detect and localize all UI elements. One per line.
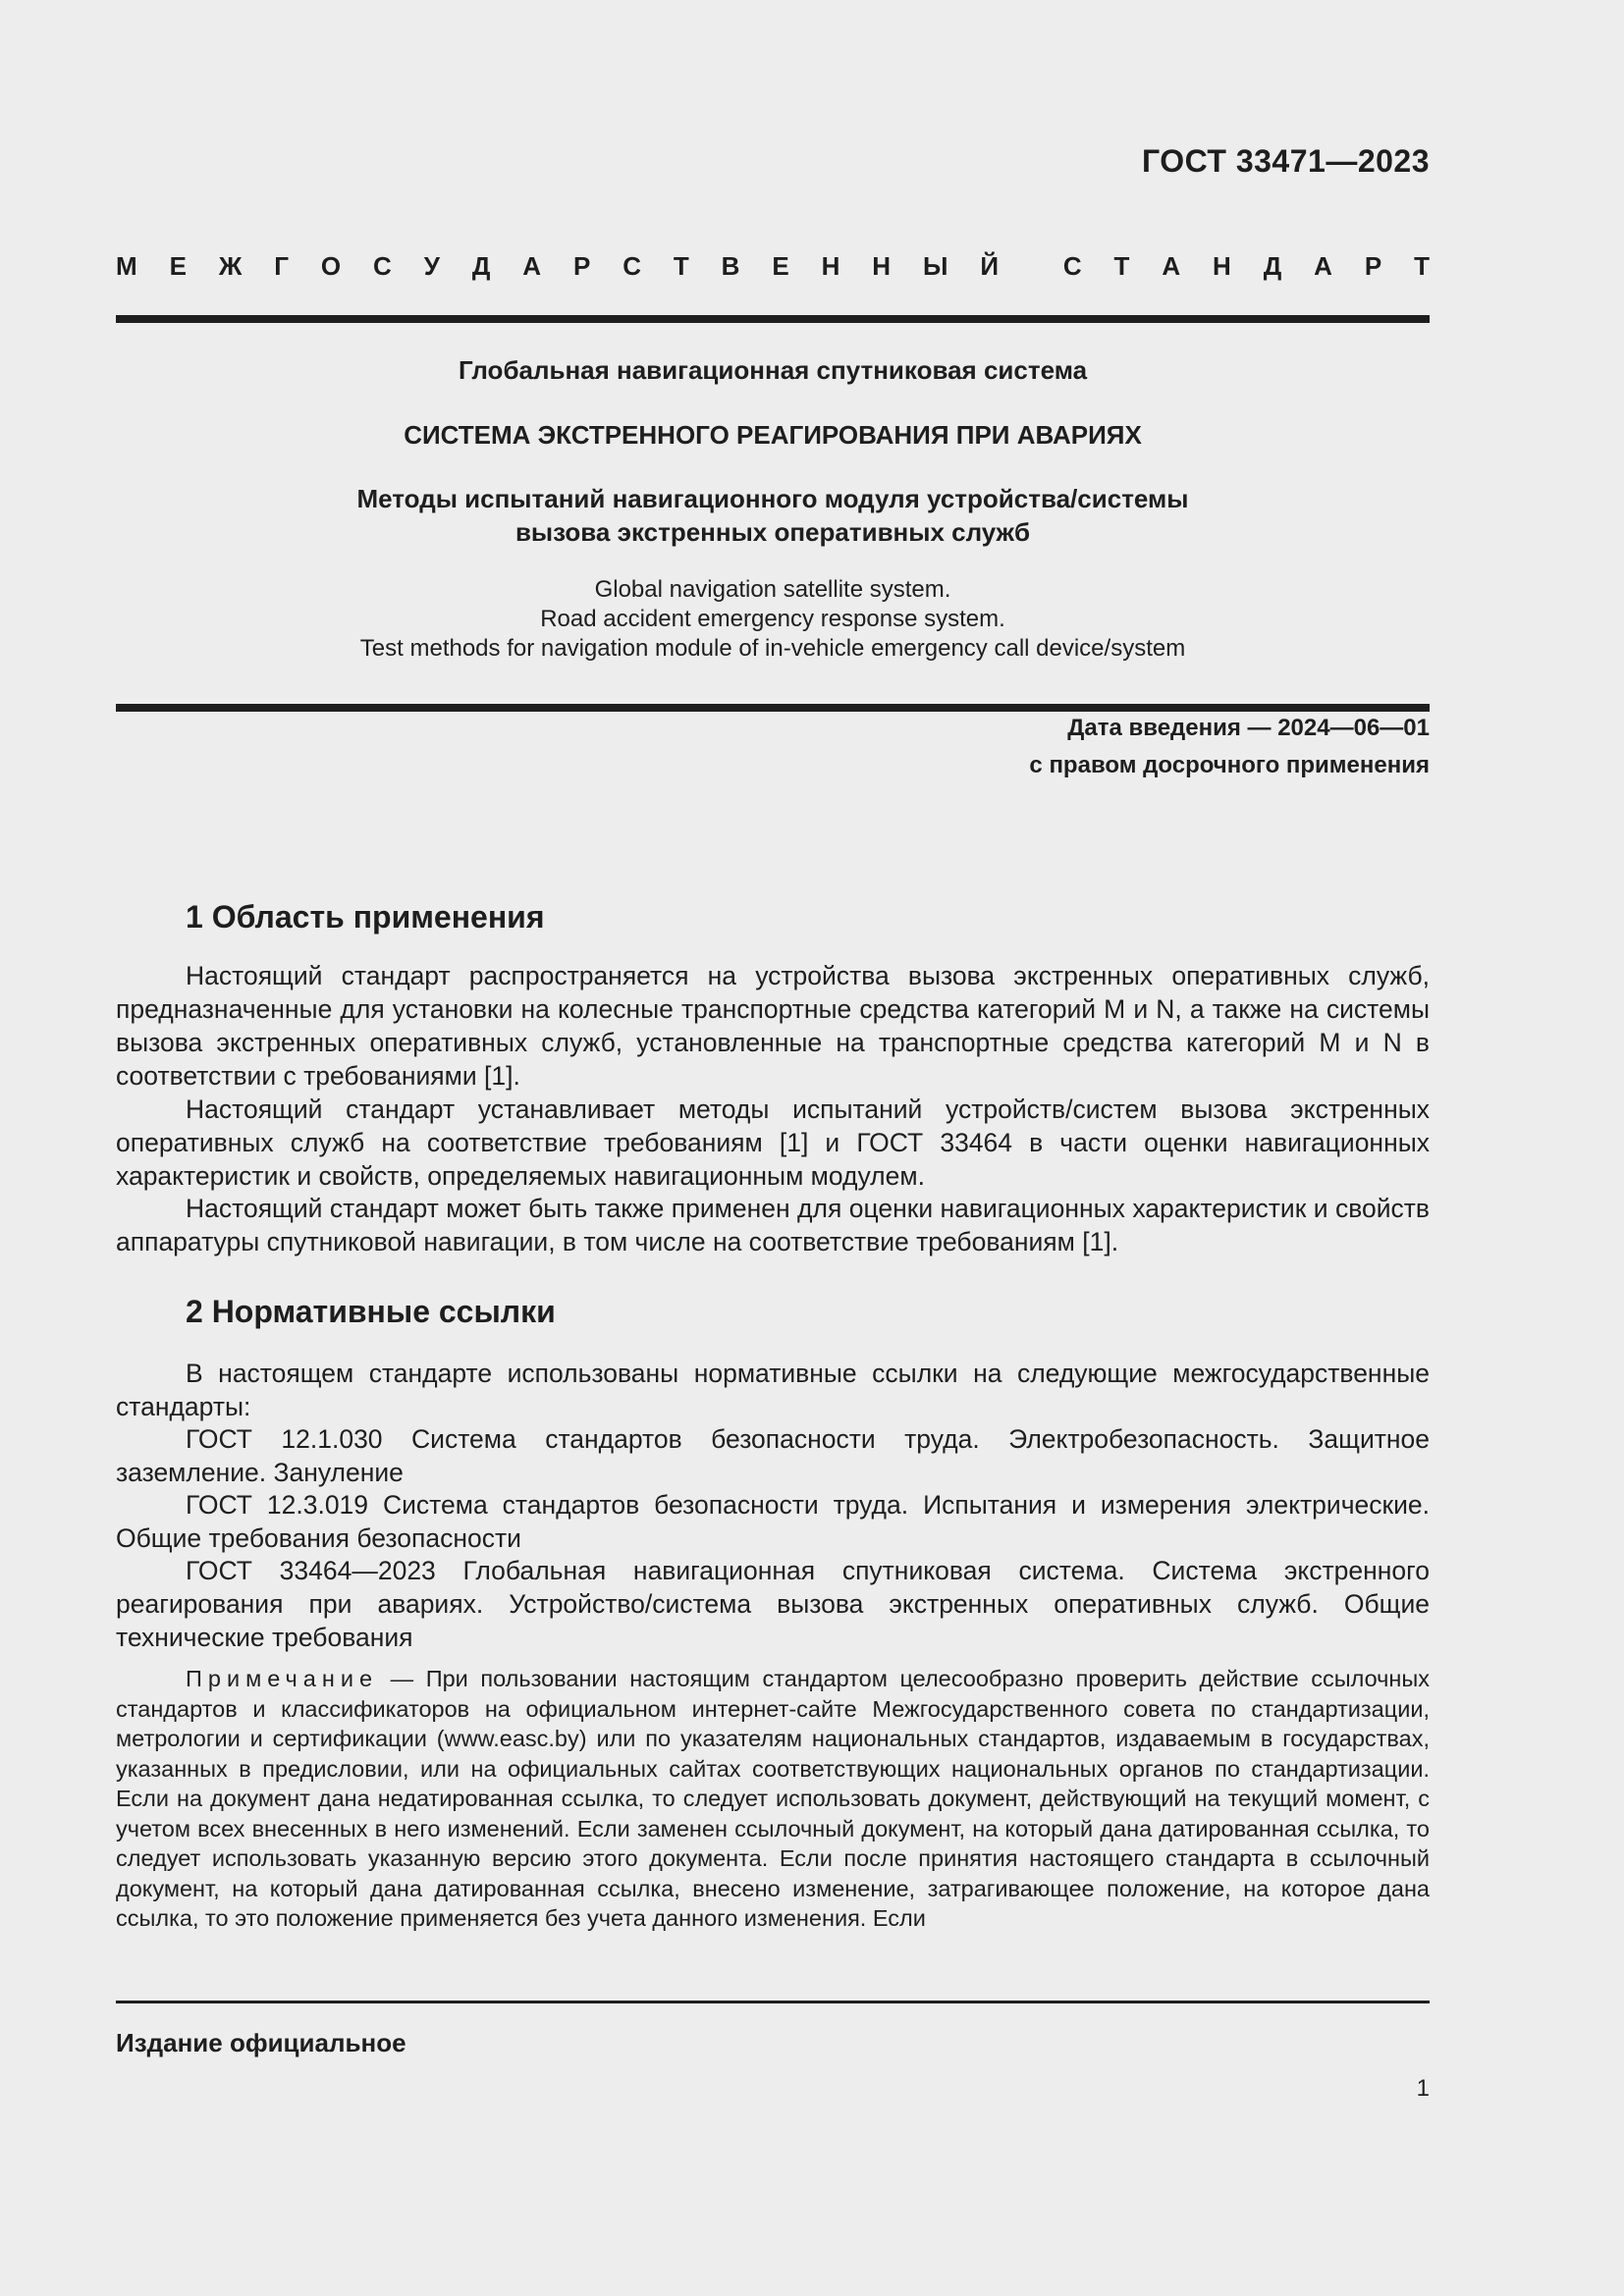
standard-kind-letter: Р [1364, 251, 1382, 281]
standard-kind-letter: Ы [922, 251, 948, 281]
standard-kind-letter: С [1062, 251, 1082, 281]
standard-kind-letter: В [721, 251, 740, 281]
note-paragraph [116, 1664, 1430, 1934]
top-rule [116, 315, 1430, 323]
section-1-paragraph-3: Настоящий стандарт может быть также применен для оценки навигационных характеристик и свойств аппаратуры спутниковой навигации, в том числе на соответствие требованиям [1]. [116, 1194, 1430, 1256]
standard-kind-letter: А [1162, 251, 1181, 281]
standard-kind-letter: С [373, 251, 392, 281]
title-line-1: Глобальная навигационная спутниковая система [458, 355, 1088, 385]
title-line-3a: Методы испытаний навигационного модуля устройства/системы [356, 484, 1189, 513]
normative-reference-1: ГОСТ 12.1.030 Система стандартов безопасности труда. Электробезопасность. Защитное заземление. Зануление [116, 1424, 1430, 1487]
normative-reference-3: ГОСТ 33464—2023 Глобальная навигационная спутниковая система. Система экстренного реагирования при авариях. Устройство/система вызова экстренных оперативных служб. Общие технические требования [116, 1556, 1430, 1652]
title-line-2: СИСТЕМА ЭКСТРЕННОГО РЕАГИРОВАНИЯ ПРИ АВАРИЯХ [404, 420, 1142, 450]
section-1-paragraph-1: Настоящий стандарт распространяется на устройства вызова экстренных оперативных служб, предназначенные для установки на колесные транспортные средства категорий M и N, а также на системы вызова экстренных оперативных служб, установленные на транспортные средства категорий M и N в соответствии с требованиями [1]. [116, 961, 1430, 1091]
section-2-heading: 2 Нормативные ссылки [186, 1294, 556, 1329]
standard-kind-letter: А [1314, 251, 1332, 281]
title-line-3 [116, 482, 1430, 549]
introduction-date-block [1029, 710, 1430, 784]
standard-kind-letter: Д [1263, 251, 1282, 281]
standard-kind-letter: Р [572, 251, 591, 281]
standard-kind-letter: А [522, 251, 542, 281]
standard-kind-letter: Ж [218, 251, 243, 281]
section-1-heading: 1 Область применения [186, 899, 545, 934]
standard-kind-letter: О [320, 251, 342, 281]
standard-kind-letter: Е [772, 251, 789, 281]
standard-kind-letter: Т [673, 251, 689, 281]
page-number: 1 [1416, 2075, 1430, 2102]
title-line-3b: вызова экстренных оперативных служб [514, 517, 1031, 547]
standard-kind-letter: Н [872, 251, 892, 281]
standard-kind-letter: Г [274, 251, 289, 281]
section-1-paragraph-2: Настоящий стандарт устанавливает методы испытаний устройств/систем вызова экстренных оперативных служб на соответствие требованиям [1] и ГОСТ 33464 в части оценки навигационных характеристик и свойств, определяемых навигационным модулем. [116, 1095, 1430, 1191]
normative-reference-2: ГОСТ 12.3.019 Система стандартов безопасности труда. Испытания и измерения электрические. Общие требования безопасности [116, 1490, 1430, 1553]
standard-kind-letter: С [623, 251, 641, 281]
english-title [116, 575, 1430, 664]
standard-kind-letter: М [116, 251, 137, 281]
standard-kind-letter: Т [1414, 251, 1430, 281]
standard-kind-heading [116, 251, 1430, 282]
standard-kind-letter: Д [471, 251, 491, 281]
english-title-line-3: Test methods for navigation module of in-vehicle emergency call device/system [359, 635, 1186, 662]
standard-kind-letter: Н [1213, 251, 1231, 281]
english-title-line-1: Global navigation satellite system. [594, 576, 951, 603]
early-application: с правом досрочного применения [1029, 752, 1430, 778]
footer-rule [116, 2001, 1430, 2003]
standard-kind-letter: Е [169, 251, 187, 281]
note-text: При пользовании настоящим стандартом целесообразно проверить действие ссылочных стандартов и классификаторов на официальном интернет-сайте Межгосударственного совета по стандартизации, метрологии и сертификации (www.easc.by) или по указателям национальных стандартов, издаваемым в государствах, указанных в предисловии, или на официальных сайтах соответствующих национальных органов по стандартизации. Если на документ дана недатированная ссылка, то следует использовать документ, действующий на текущий момент, с учетом всех внесенных в него изменений. Если заменен ссылочный документ, на который дана датированная ссылка, то следует использовать указанную версию этого документа. Если после принятия настоящего стандарта в ссылочный документ, на который дана датированная ссылка, внесено изменение, затрагивающее положение, на которое дана ссылка, то это положение применяется без учета данного изменения. Если [116, 1666, 1431, 1931]
standard-kind-letter: У [423, 251, 440, 281]
document-code: ГОСТ 33471—2023 [1141, 143, 1430, 179]
introduction-date: Дата введения — 2024—06—01 [1067, 715, 1430, 741]
standard-kind-letter: Н [821, 251, 840, 281]
note-dash: — [378, 1666, 426, 1691]
official-edition-label: Издание официальное [116, 2028, 406, 2057]
note-label: Примечание [186, 1666, 379, 1691]
section-2-paragraph-1: В настоящем стандарте использованы нормативные ссылки на следующие межгосударственные стандарты: [116, 1359, 1430, 1421]
standard-kind-letter: Й [980, 251, 1000, 281]
english-title-line-2: Road accident emergency response system. [540, 606, 1005, 632]
standard-kind-letter: Т [1113, 251, 1130, 281]
